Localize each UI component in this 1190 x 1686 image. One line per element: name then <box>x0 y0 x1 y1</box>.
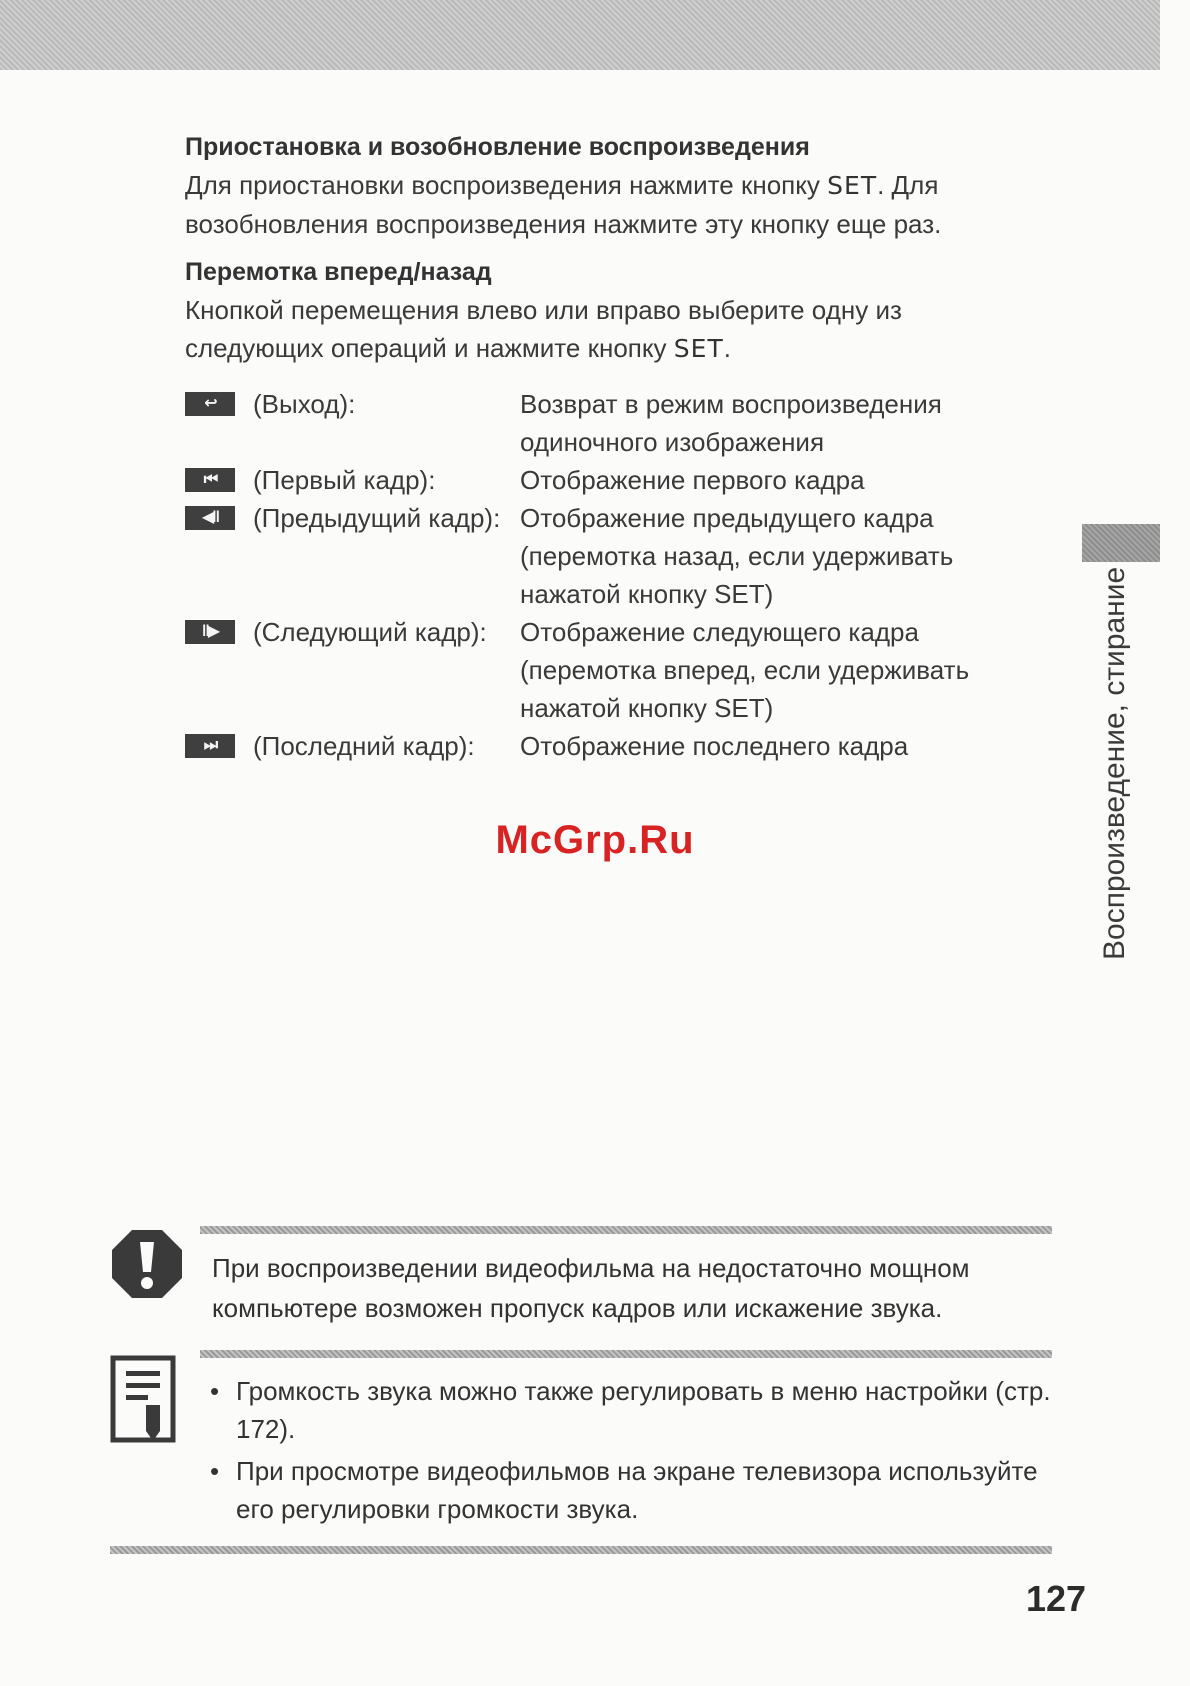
memo-icon <box>110 1355 180 1450</box>
operation-description: Отображение первого кадра <box>520 465 865 495</box>
last-frame-icon: ⏭ <box>185 734 235 758</box>
next-frame-icon: ‖▶ <box>185 620 235 644</box>
previous-frame-icon: ◀‖ <box>185 506 235 530</box>
chapter-label: Воспроизведение, стирание <box>1098 566 1131 960</box>
exit-icon: ↩ <box>185 392 235 416</box>
operations-list <box>185 385 1025 765</box>
memo-top-rule <box>200 1350 1052 1358</box>
operation-name: (Последний кадр): <box>253 731 475 761</box>
note-item: • При просмотре видеофильмов на экране телевизора используйте его регулировки громкости звука. <box>210 1452 1060 1528</box>
seek-intro-part2: . <box>723 333 731 363</box>
header-band <box>0 0 1160 70</box>
set-button-label: SET <box>827 171 878 200</box>
operation-row-last <box>185 727 1025 765</box>
seek-heading: Перемотка вперед/назад <box>185 258 492 286</box>
operation-name: (Следующий кадр): <box>253 617 487 647</box>
operation-description: Отображение предыдущего кадра (перемотка назад, если удерживать нажатой кнопку SET) <box>520 503 954 609</box>
operation-row-exit <box>185 385 1025 461</box>
caution-top-rule <box>200 1226 1052 1234</box>
pause-text-part1: Для приостановки воспроизведения нажмите кнопку <box>185 170 828 200</box>
operation-name: (Выход): <box>253 389 356 419</box>
operation-name: (Предыдущий кадр): <box>253 503 501 533</box>
chapter-tab <box>1082 524 1160 562</box>
bottom-rule <box>110 1546 1052 1554</box>
notes-list <box>210 1372 1060 1532</box>
seek-intro-part1: Кнопкой перемещения влево или вправо выберите одну из следующих операций и нажмите кнопку <box>185 295 902 363</box>
operation-row-next <box>185 613 1025 727</box>
watermark: McGrp.Ru <box>495 818 695 862</box>
seek-intro <box>185 291 1015 368</box>
page-number: 127 <box>1026 1578 1087 1619</box>
main-content <box>185 130 1015 368</box>
pause-text <box>185 166 1015 243</box>
operation-name: (Первый кадр): <box>253 465 436 495</box>
note-item: • Громкость звука можно также регулировать в меню настройки (стр. 172). <box>210 1372 1060 1448</box>
caution-text: При воспроизведении видеофильма на недостаточно мощном компьютере возможен пропуск кадров или искажение звука. <box>212 1253 970 1323</box>
pause-heading: Приостановка и возобновление воспроизведения <box>185 133 810 161</box>
first-frame-icon: ⏮ <box>185 468 235 492</box>
pause-text-part2: . Для возобновления воспроизведения нажмите эту кнопку еще раз. <box>185 170 942 239</box>
set-button-label: SET <box>673 334 724 363</box>
caution-icon <box>110 1228 184 1305</box>
operation-description: Возврат в режим воспроизведения одиночного изображения <box>520 389 942 457</box>
operation-row-previous <box>185 499 1025 613</box>
operation-row-first <box>185 461 1025 499</box>
operation-description: Отображение следующего кадра (перемотка вперед, если удерживать нажатой кнопку SET) <box>520 617 970 723</box>
operation-description: Отображение последнего кадра <box>520 731 909 761</box>
